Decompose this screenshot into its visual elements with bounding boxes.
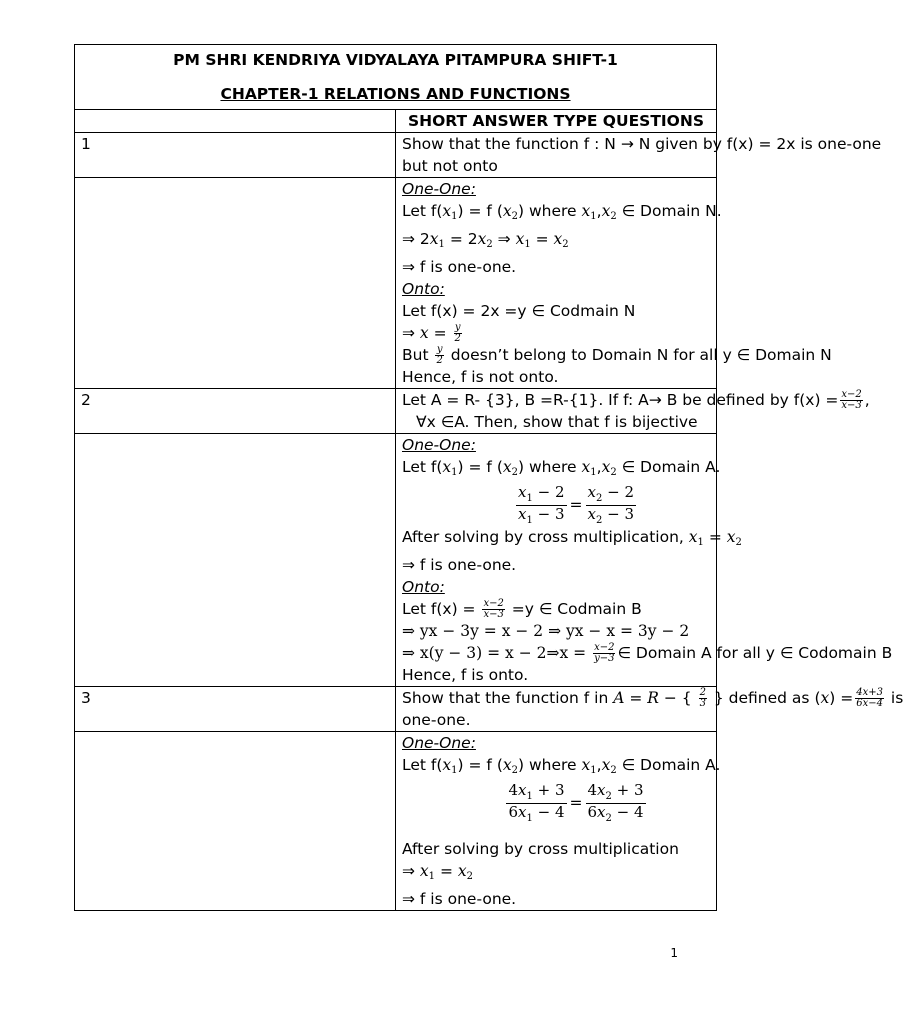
- spacer: [402, 824, 710, 838]
- question-line: Show that the function f : N → N given by f(x) = 2x is one-one: [402, 135, 882, 153]
- section-num-cell: [75, 110, 396, 133]
- school-title: PM SHRI KENDRIYA VIDYALAYA PITAMPURA SHIFT-1: [173, 51, 618, 69]
- question-line: one-one.: [402, 711, 471, 729]
- subheading-one-one: One-One:: [402, 180, 476, 198]
- answer-line: ⇒ x = $\frac{y}{2}$: [402, 322, 461, 344]
- answer-line: After solving by cross multiplication, $x_1 = x_2$: [402, 528, 742, 548]
- text: =y ∈ Codmain B: [506, 600, 642, 618]
- answer-line: But $\frac{y}{2}$ doesn’t belong to Domain N for all y ∈ Domain N: [402, 344, 832, 366]
- text: Let f(: [402, 202, 443, 220]
- answer-num-cell: [75, 178, 396, 389]
- header-cell: [75, 45, 717, 110]
- answer-num-cell: [75, 732, 396, 911]
- question-line: Let A = R- {3}, B =R-{1}. If f: A→ B be defined by f(x) = $\frac{x-2}{x-3}$ ,: [402, 389, 870, 411]
- text: ) = f (: [457, 202, 503, 220]
- subheading-one-one: One-One:: [402, 734, 476, 752]
- answer-line: Hence, f is onto.: [402, 666, 529, 684]
- answer-line: Let $f(x_1) = f$ $(x_2)$ where $x_1,x_2$ ∈ Domain A.: [402, 756, 721, 776]
- answer-line: ⇒ x(y − 3) = x − 2⇒x = $\frac{x-2}{y-3}$ ∈ Domain A for all y ∈ Codomain B: [402, 642, 893, 664]
- answer-line: Let $f(x_1) = f$ $(x_2)$ where $x_1,x_2$ ∈ Domain N.: [402, 202, 722, 222]
- answer-text: [396, 178, 832, 389]
- text: ∈ Domain A.: [616, 458, 721, 476]
- answer-line: Let $f(x_1) = f$ $(x_2)$ where $x_1,x_2$ ∈ Domain A.: [402, 458, 721, 478]
- text: Let f(x) =: [402, 600, 481, 618]
- worksheet-table: [74, 44, 903, 911]
- text: defined as: [723, 689, 815, 707]
- text: ⇒ 2: [402, 230, 430, 248]
- question-text: [396, 133, 882, 178]
- text: ) where: [518, 202, 582, 220]
- text: Let A = R- {3}, B =R-{1}. If f: A→ B be defined by f(x) =: [402, 391, 839, 409]
- equation: $\frac{4x_1 + 3}{6x_1 - 4}$ = $\frac{4x_2 + 3}{6x_2 - 4}$: [508, 781, 644, 824]
- text: After solving by cross multiplication,: [402, 528, 689, 546]
- question-number: 1: [75, 133, 396, 178]
- answer-line: After solving by cross multiplication: [402, 840, 679, 858]
- answer-line: ⇒ f is one-one.: [402, 556, 517, 574]
- text: But: [402, 346, 434, 364]
- answer-line: ⇒ $2x_1 = 2x_2$ ⇒ $x_1 = x_2$: [402, 230, 569, 250]
- question-text: [396, 389, 870, 434]
- answer-line: Hence, f is not onto.: [402, 368, 559, 386]
- answer-row-1: [75, 178, 717, 389]
- answer-line: ⇒ $x_1 = x_2$: [402, 862, 474, 882]
- answer-text: [396, 434, 893, 687]
- question-number: 3: [75, 687, 396, 732]
- text: is: [885, 689, 903, 707]
- question-row-1: [75, 133, 717, 178]
- text: ∈ Domain N.: [616, 202, 722, 220]
- answer-row-3: [75, 732, 717, 911]
- text: ∈ Domain A for all y ∈ Codomain B: [617, 644, 893, 662]
- text: ⇒: [402, 862, 420, 880]
- answer-line: ⇒ f is one-one.: [402, 890, 517, 908]
- question-line: but not onto: [402, 157, 498, 175]
- answer-num-cell: [75, 434, 396, 687]
- answer-line: Let f(x) = 2x =y ∈ Codmain N: [402, 302, 636, 320]
- subheading-one-one: One-One:: [402, 436, 476, 454]
- subheading-onto: Onto:: [402, 578, 445, 596]
- text: doesn’t belong to Domain N for all y ∈ Domain N: [445, 346, 832, 364]
- section-row: [75, 110, 717, 133]
- subheading-onto: Onto:: [402, 280, 445, 298]
- answer-line: Let f(x) = $\frac{x-2}{x-3}$ =y ∈ Codmain B: [402, 598, 642, 620]
- answer-row-2: [75, 434, 717, 687]
- equation: $\frac{x_1 - 2}{x_1 - 3}$ = $\frac{x_2 - 2}{x_2 - 3}$: [518, 483, 634, 526]
- question-line: Show that the function f in A = R − { $\frac{2}{3}$ } defined as (x) = $\frac{4x+3}{6x-4}$ is: [402, 687, 903, 709]
- question-row-2: [75, 389, 717, 434]
- answer-line: ⇒ yx − 3y = x − 2 ⇒ yx − x = 3y − 2: [402, 622, 690, 640]
- question-row-3: [75, 687, 717, 732]
- section-title: SHORT ANSWER TYPE QUESTIONS: [396, 110, 717, 133]
- text: ⇒ x(y − 3) = x − 2⇒x =: [402, 644, 592, 662]
- question-text: [396, 687, 903, 732]
- text: Show that the function f in: [402, 689, 614, 707]
- text: = 2: [444, 230, 478, 248]
- question-line: ∀x ∈A. Then, show that f is bijective: [416, 413, 698, 431]
- answer-line: ⇒ f is one-one.: [402, 258, 517, 276]
- question-number: 2: [75, 389, 396, 434]
- header-row: [75, 45, 717, 110]
- text: ∈ Domain A.: [616, 756, 721, 774]
- page-number: 1: [670, 946, 678, 960]
- answer-text: [396, 732, 721, 911]
- chapter-title: CHAPTER-1 RELATIONS AND FUNCTIONS: [220, 85, 571, 103]
